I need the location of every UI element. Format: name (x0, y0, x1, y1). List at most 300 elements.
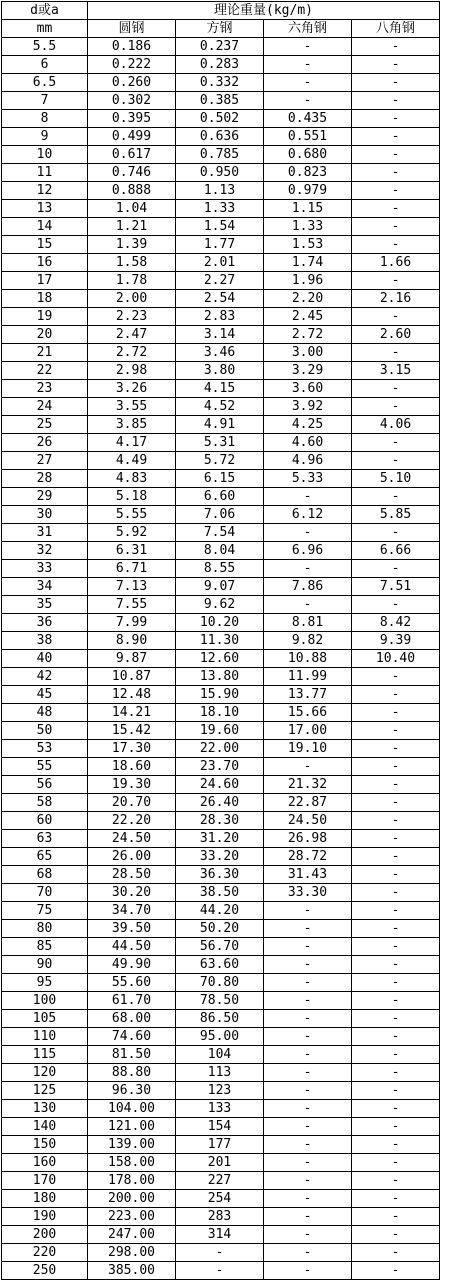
hexagon-steel-cell: 1.15 (264, 200, 352, 218)
hexagon-steel-cell: 4.25 (264, 416, 352, 434)
square-steel-cell: 15.90 (176, 686, 264, 704)
table-row (2, 290, 440, 308)
round-steel-cell: 0.746 (88, 164, 176, 182)
square-steel-cell: 9.62 (176, 596, 264, 614)
square-steel-cell: 22.00 (176, 740, 264, 758)
round-steel-cell: 81.50 (88, 1046, 176, 1064)
hexagon-steel-cell: - (264, 902, 352, 920)
square-steel-cell: 3.46 (176, 344, 264, 362)
round-steel-cell: 247.00 (88, 1226, 176, 1244)
square-steel-cell: 2.83 (176, 308, 264, 326)
square-steel-cell: 24.60 (176, 776, 264, 794)
round-steel-cell: 2.72 (88, 344, 176, 362)
table-row (2, 524, 440, 542)
octagon-steel-cell: - (352, 344, 440, 362)
table-row (2, 1100, 440, 1118)
size-cell: 150 (2, 1136, 88, 1154)
octagon-steel-cell: - (352, 182, 440, 200)
round-steel-cell: 96.30 (88, 1082, 176, 1100)
square-steel-cell: 63.60 (176, 956, 264, 974)
table-row (2, 1208, 440, 1226)
hexagon-steel-cell: 13.77 (264, 686, 352, 704)
square-steel-cell: 0.636 (176, 128, 264, 146)
square-steel-cell: 4.52 (176, 398, 264, 416)
square-steel-cell: 86.50 (176, 1010, 264, 1028)
table-row (2, 1010, 440, 1028)
square-steel-cell: 123 (176, 1082, 264, 1100)
table-row (2, 1154, 440, 1172)
size-cell: 19 (2, 308, 88, 326)
square-steel-cell: 7.54 (176, 524, 264, 542)
square-steel-cell: 26.40 (176, 794, 264, 812)
table-row (2, 956, 440, 974)
hexagon-steel-cell: 19.10 (264, 740, 352, 758)
table-row (2, 884, 440, 902)
square-steel-cell: 11.30 (176, 632, 264, 650)
table-row (2, 272, 440, 290)
octagon-steel-cell: - (352, 272, 440, 290)
round-steel-cell: 5.92 (88, 524, 176, 542)
octagon-steel-cell: - (352, 1100, 440, 1118)
hexagon-steel-cell: 3.00 (264, 344, 352, 362)
column-header-round-steel: 圆钢 (88, 20, 176, 38)
round-steel-cell: 1.78 (88, 272, 176, 290)
hexagon-steel-cell: 8.81 (264, 614, 352, 632)
square-steel-cell: 2.54 (176, 290, 264, 308)
size-header-line1: d或a (2, 2, 88, 20)
size-cell: 63 (2, 830, 88, 848)
round-steel-cell: 3.85 (88, 416, 176, 434)
hexagon-steel-cell: 11.99 (264, 668, 352, 686)
size-cell: 18 (2, 290, 88, 308)
round-steel-cell: 385.00 (88, 1262, 176, 1280)
square-steel-cell: 8.55 (176, 560, 264, 578)
size-cell: 24 (2, 398, 88, 416)
octagon-steel-cell: - (352, 776, 440, 794)
square-steel-cell: 56.70 (176, 938, 264, 956)
hexagon-steel-cell: - (264, 1064, 352, 1082)
table-row (2, 542, 440, 560)
square-steel-cell: 2.01 (176, 254, 264, 272)
square-steel-cell: 133 (176, 1100, 264, 1118)
size-cell: 180 (2, 1190, 88, 1208)
octagon-steel-cell: - (352, 380, 440, 398)
octagon-steel-cell: - (352, 704, 440, 722)
octagon-steel-cell: - (352, 866, 440, 884)
round-steel-cell: 139.00 (88, 1136, 176, 1154)
table-row (2, 1190, 440, 1208)
size-cell: 35 (2, 596, 88, 614)
square-steel-cell: 1.77 (176, 236, 264, 254)
table-row (2, 38, 440, 56)
round-steel-cell: 0.302 (88, 92, 176, 110)
size-cell: 13 (2, 200, 88, 218)
square-steel-cell: 2.27 (176, 272, 264, 290)
octagon-steel-cell: - (352, 1136, 440, 1154)
octagon-steel-cell: - (352, 452, 440, 470)
table-row (2, 74, 440, 92)
table-row (2, 128, 440, 146)
size-cell: 6.5 (2, 74, 88, 92)
table-body (2, 38, 440, 1280)
weight-group-title: 理论重量(kg/m) (88, 2, 440, 20)
size-cell: 250 (2, 1262, 88, 1280)
hexagon-steel-cell: 7.86 (264, 578, 352, 596)
square-steel-cell: 9.07 (176, 578, 264, 596)
size-cell: 12 (2, 182, 88, 200)
hexagon-steel-cell: - (264, 1244, 352, 1262)
table-row (2, 830, 440, 848)
square-steel-cell: 0.950 (176, 164, 264, 182)
octagon-steel-cell: - (352, 668, 440, 686)
square-steel-cell: 31.20 (176, 830, 264, 848)
hexagon-steel-cell: - (264, 1100, 352, 1118)
round-steel-cell: 19.30 (88, 776, 176, 794)
table-row (2, 704, 440, 722)
square-steel-cell: 44.20 (176, 902, 264, 920)
square-steel-cell: 104 (176, 1046, 264, 1064)
hexagon-steel-cell: - (264, 758, 352, 776)
octagon-steel-cell: - (352, 398, 440, 416)
table-row (2, 1046, 440, 1064)
square-steel-cell: 1.54 (176, 218, 264, 236)
table-row (2, 470, 440, 488)
octagon-steel-cell: 5.10 (352, 470, 440, 488)
octagon-steel-cell: - (352, 38, 440, 56)
size-cell: 32 (2, 542, 88, 560)
hexagon-steel-cell: 24.50 (264, 812, 352, 830)
square-steel-cell: 10.20 (176, 614, 264, 632)
octagon-steel-cell: - (352, 128, 440, 146)
round-steel-cell: 5.18 (88, 488, 176, 506)
round-steel-cell: 9.87 (88, 650, 176, 668)
octagon-steel-cell: - (352, 884, 440, 902)
size-cell: 10 (2, 146, 88, 164)
octagon-steel-cell: - (352, 812, 440, 830)
size-cell: 75 (2, 902, 88, 920)
round-steel-cell: 18.60 (88, 758, 176, 776)
round-steel-cell: 24.50 (88, 830, 176, 848)
size-cell: 130 (2, 1100, 88, 1118)
round-steel-cell: 7.13 (88, 578, 176, 596)
size-cell: 25 (2, 416, 88, 434)
hexagon-steel-cell: - (264, 1136, 352, 1154)
size-cell: 56 (2, 776, 88, 794)
size-cell: 11 (2, 164, 88, 182)
octagon-steel-cell: 2.60 (352, 326, 440, 344)
hexagon-steel-cell: 22.87 (264, 794, 352, 812)
round-steel-cell: 4.83 (88, 470, 176, 488)
size-cell: 45 (2, 686, 88, 704)
round-steel-cell: 12.48 (88, 686, 176, 704)
square-steel-cell: 38.50 (176, 884, 264, 902)
hexagon-steel-cell: - (264, 938, 352, 956)
round-steel-cell: 0.499 (88, 128, 176, 146)
round-steel-cell: 28.50 (88, 866, 176, 884)
round-steel-cell: 7.55 (88, 596, 176, 614)
size-cell: 53 (2, 740, 88, 758)
round-steel-cell: 30.20 (88, 884, 176, 902)
table-row (2, 902, 440, 920)
square-steel-cell: 6.60 (176, 488, 264, 506)
table-row (2, 650, 440, 668)
table-row (2, 812, 440, 830)
round-steel-cell: 2.23 (88, 308, 176, 326)
size-cell: 28 (2, 470, 88, 488)
round-steel-cell: 44.50 (88, 938, 176, 956)
size-cell: 125 (2, 1082, 88, 1100)
size-cell: 60 (2, 812, 88, 830)
table-row (2, 416, 440, 434)
square-steel-cell: 201 (176, 1154, 264, 1172)
round-steel-cell: 74.60 (88, 1028, 176, 1046)
hexagon-steel-cell: - (264, 38, 352, 56)
square-steel-cell: 33.20 (176, 848, 264, 866)
square-steel-cell: 4.15 (176, 380, 264, 398)
size-cell: 23 (2, 380, 88, 398)
hexagon-steel-cell: 21.32 (264, 776, 352, 794)
size-cell: 95 (2, 974, 88, 992)
size-cell: 6 (2, 56, 88, 74)
hexagon-steel-cell: 9.82 (264, 632, 352, 650)
size-cell: 90 (2, 956, 88, 974)
hexagon-steel-cell: - (264, 92, 352, 110)
octagon-steel-cell: - (352, 164, 440, 182)
size-cell: 36 (2, 614, 88, 632)
table-row (2, 56, 440, 74)
table-row (2, 92, 440, 110)
table-row (2, 1226, 440, 1244)
octagon-steel-cell: 4.06 (352, 416, 440, 434)
hexagon-steel-cell: - (264, 1010, 352, 1028)
hexagon-steel-cell: 15.66 (264, 704, 352, 722)
hexagon-steel-cell: 1.96 (264, 272, 352, 290)
round-steel-cell: 2.00 (88, 290, 176, 308)
size-cell: 42 (2, 668, 88, 686)
hexagon-steel-cell: 1.53 (264, 236, 352, 254)
square-steel-cell: 1.33 (176, 200, 264, 218)
table-row (2, 1172, 440, 1190)
hexagon-steel-cell: - (264, 56, 352, 74)
hexagon-steel-cell: 4.60 (264, 434, 352, 452)
octagon-steel-cell: - (352, 722, 440, 740)
hexagon-steel-cell: - (264, 1028, 352, 1046)
hexagon-steel-cell: 0.680 (264, 146, 352, 164)
round-steel-cell: 55.60 (88, 974, 176, 992)
round-steel-cell: 0.222 (88, 56, 176, 74)
round-steel-cell: 39.50 (88, 920, 176, 938)
hexagon-steel-cell: - (264, 1082, 352, 1100)
table-row (2, 938, 440, 956)
octagon-steel-cell: - (352, 1064, 440, 1082)
size-cell: 170 (2, 1172, 88, 1190)
table-row (2, 506, 440, 524)
octagon-steel-cell: - (352, 1010, 440, 1028)
table-row (2, 866, 440, 884)
round-steel-cell: 0.888 (88, 182, 176, 200)
octagon-steel-cell: - (352, 56, 440, 74)
table-row (2, 1082, 440, 1100)
hexagon-steel-cell: 2.20 (264, 290, 352, 308)
square-steel-cell: 0.237 (176, 38, 264, 56)
square-steel-cell: 95.00 (176, 1028, 264, 1046)
size-cell: 85 (2, 938, 88, 956)
table-row (2, 992, 440, 1010)
octagon-steel-cell: - (352, 560, 440, 578)
square-steel-cell: 154 (176, 1118, 264, 1136)
octagon-steel-cell: - (352, 1154, 440, 1172)
round-steel-cell: 7.99 (88, 614, 176, 632)
hexagon-steel-cell: 6.12 (264, 506, 352, 524)
hexagon-steel-cell: - (264, 596, 352, 614)
round-steel-cell: 3.55 (88, 398, 176, 416)
octagon-steel-cell: 7.51 (352, 578, 440, 596)
size-cell: 200 (2, 1226, 88, 1244)
table-row (2, 596, 440, 614)
table-row (2, 452, 440, 470)
hexagon-steel-cell: 1.33 (264, 218, 352, 236)
size-cell: 7 (2, 92, 88, 110)
size-cell: 14 (2, 218, 88, 236)
octagon-steel-cell: - (352, 524, 440, 542)
round-steel-cell: 34.70 (88, 902, 176, 920)
round-steel-cell: 1.58 (88, 254, 176, 272)
size-cell: 20 (2, 326, 88, 344)
table-header (2, 2, 440, 38)
hexagon-steel-cell: - (264, 1262, 352, 1280)
hexagon-steel-cell: - (264, 1172, 352, 1190)
table-row (2, 308, 440, 326)
square-steel-cell: 314 (176, 1226, 264, 1244)
size-cell: 5.5 (2, 38, 88, 56)
square-steel-cell: 18.10 (176, 704, 264, 722)
square-steel-cell: - (176, 1244, 264, 1262)
octagon-steel-cell: 9.39 (352, 632, 440, 650)
square-steel-cell: 0.332 (176, 74, 264, 92)
square-steel-cell: 0.502 (176, 110, 264, 128)
size-cell: 38 (2, 632, 88, 650)
size-cell: 8 (2, 110, 88, 128)
round-steel-cell: 14.21 (88, 704, 176, 722)
table-row (2, 758, 440, 776)
round-steel-cell: 121.00 (88, 1118, 176, 1136)
weight-table (1, 1, 440, 1280)
hexagon-steel-cell: 3.29 (264, 362, 352, 380)
square-steel-cell: 8.04 (176, 542, 264, 560)
square-steel-cell: 0.283 (176, 56, 264, 74)
table-row (2, 1064, 440, 1082)
octagon-steel-cell: - (352, 146, 440, 164)
square-steel-cell: 78.50 (176, 992, 264, 1010)
octagon-steel-cell: - (352, 758, 440, 776)
table-row (2, 488, 440, 506)
hexagon-steel-cell: - (264, 1190, 352, 1208)
round-steel-cell: 158.00 (88, 1154, 176, 1172)
round-steel-cell: 4.17 (88, 434, 176, 452)
round-steel-cell: 2.98 (88, 362, 176, 380)
table-row (2, 1028, 440, 1046)
round-steel-cell: 104.00 (88, 1100, 176, 1118)
table-row (2, 218, 440, 236)
square-steel-cell: - (176, 1262, 264, 1280)
square-steel-cell: 0.385 (176, 92, 264, 110)
table-row (2, 560, 440, 578)
octagon-steel-cell: - (352, 1172, 440, 1190)
round-steel-cell: 0.395 (88, 110, 176, 128)
table-row (2, 1136, 440, 1154)
round-steel-cell: 1.04 (88, 200, 176, 218)
square-steel-cell: 1.13 (176, 182, 264, 200)
table-row (2, 326, 440, 344)
table-row (2, 668, 440, 686)
round-steel-cell: 49.90 (88, 956, 176, 974)
hexagon-steel-cell: - (264, 74, 352, 92)
hexagon-steel-cell: - (264, 920, 352, 938)
hexagon-steel-cell: 6.96 (264, 542, 352, 560)
square-steel-cell: 177 (176, 1136, 264, 1154)
size-cell: 15 (2, 236, 88, 254)
square-steel-cell: 23.70 (176, 758, 264, 776)
table-row (2, 632, 440, 650)
size-cell: 80 (2, 920, 88, 938)
round-steel-cell: 0.186 (88, 38, 176, 56)
column-header-hexagon-steel: 六角钢 (264, 20, 352, 38)
hexagon-steel-cell: 0.551 (264, 128, 352, 146)
octagon-steel-cell: - (352, 92, 440, 110)
octagon-steel-cell: - (352, 1028, 440, 1046)
size-cell: 190 (2, 1208, 88, 1226)
round-steel-cell: 15.42 (88, 722, 176, 740)
table-row (2, 398, 440, 416)
octagon-steel-cell: 10.40 (352, 650, 440, 668)
size-cell: 9 (2, 128, 88, 146)
size-cell: 65 (2, 848, 88, 866)
hexagon-steel-cell: 26.98 (264, 830, 352, 848)
table-row (2, 920, 440, 938)
round-steel-cell: 6.31 (88, 542, 176, 560)
octagon-steel-cell: 1.66 (352, 254, 440, 272)
round-steel-cell: 178.00 (88, 1172, 176, 1190)
size-cell: 220 (2, 1244, 88, 1262)
round-steel-cell: 10.87 (88, 668, 176, 686)
octagon-steel-cell: - (352, 992, 440, 1010)
hexagon-steel-cell: 10.88 (264, 650, 352, 668)
square-steel-cell: 283 (176, 1208, 264, 1226)
table-row (2, 380, 440, 398)
square-steel-cell: 113 (176, 1064, 264, 1082)
hexagon-steel-cell: - (264, 1226, 352, 1244)
hexagon-steel-cell: - (264, 488, 352, 506)
round-steel-cell: 26.00 (88, 848, 176, 866)
size-cell: 160 (2, 1154, 88, 1172)
round-steel-cell: 2.47 (88, 326, 176, 344)
hexagon-steel-cell: - (264, 974, 352, 992)
hexagon-steel-cell: 3.92 (264, 398, 352, 416)
size-header-unit: mm (2, 20, 88, 38)
octagon-steel-cell: - (352, 956, 440, 974)
hexagon-steel-cell: - (264, 956, 352, 974)
square-steel-cell: 19.60 (176, 722, 264, 740)
table-row (2, 110, 440, 128)
octagon-steel-cell: - (352, 740, 440, 758)
square-steel-cell: 3.80 (176, 362, 264, 380)
square-steel-cell: 70.80 (176, 974, 264, 992)
octagon-steel-cell: 5.85 (352, 506, 440, 524)
size-cell: 140 (2, 1118, 88, 1136)
hexagon-steel-cell: 17.00 (264, 722, 352, 740)
hexagon-steel-cell: 0.435 (264, 110, 352, 128)
octagon-steel-cell: - (352, 74, 440, 92)
